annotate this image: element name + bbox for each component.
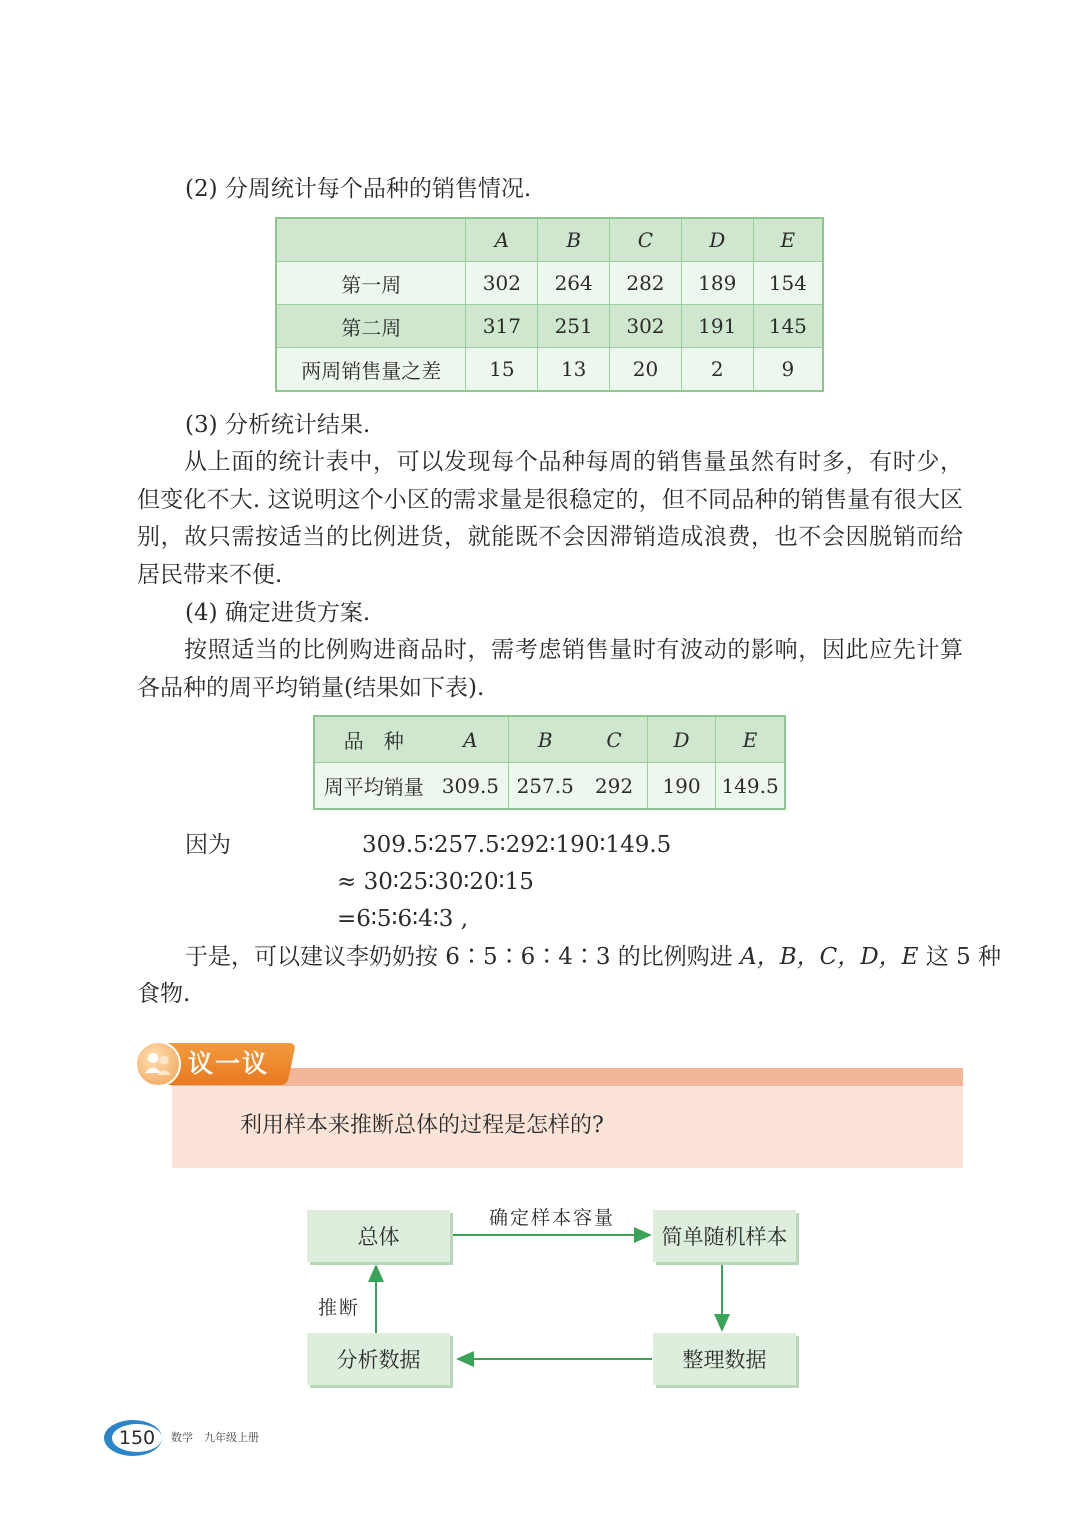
table-cell: 257.5: [509, 763, 581, 810]
page-number: 150: [112, 1424, 162, 1452]
conclusion-line: [185, 939, 1001, 976]
table-cell: 292: [581, 763, 647, 810]
table-cell: 13: [538, 348, 610, 392]
conclusion-text: 于是，可以建议李奶奶按 6∶5∶6∶4∶3 的比例购进: [185, 944, 733, 970]
row-label: 第一周: [276, 262, 466, 305]
table-cell: 189: [681, 262, 753, 305]
table-cell: 264: [538, 262, 610, 305]
ratio-line-3: =6∶5∶6∶4∶3 ,: [337, 906, 469, 932]
flow-box-organize: 整理数据: [653, 1333, 796, 1385]
row-label: 周平均销量: [314, 763, 433, 810]
table-header-cell: B: [509, 716, 581, 763]
discuss-question: 利用样本来推断总体的过程是怎样的?: [240, 1113, 604, 1138]
table-cell: 302: [610, 305, 682, 348]
discuss-header-bar: [172, 1068, 963, 1086]
table-cell: 145: [753, 305, 823, 348]
table-header-cell: E: [753, 218, 823, 262]
table-row: [276, 305, 823, 348]
table-header-cell: A: [433, 716, 509, 763]
flow-box-population: 总体: [307, 1210, 450, 1262]
table-cell: 15: [466, 348, 538, 392]
ratio-line-1: 309.5∶257.5∶292∶190∶149.5: [362, 832, 672, 858]
table-cell: 190: [647, 763, 715, 810]
table-header-cell: D: [647, 716, 715, 763]
table-cell: 2: [681, 348, 753, 392]
table-header-row: [276, 218, 823, 262]
table-row: [276, 262, 823, 305]
table-cell: 149.5: [716, 763, 785, 810]
book-title: 数学 九年级上册: [171, 1431, 259, 1444]
table-cell: 191: [681, 305, 753, 348]
people-icon: [135, 1041, 181, 1087]
table-header-cell: C: [610, 218, 682, 262]
table-cell: 9: [753, 348, 823, 392]
conclusion-line-2: 食物.: [137, 981, 191, 1007]
table-header-cell: D: [681, 218, 753, 262]
edge-label-infer: 推断: [318, 1297, 361, 1319]
weekly-average-table: [313, 715, 786, 810]
because-label: 因为: [185, 832, 231, 858]
table-cell: 317: [466, 305, 538, 348]
table-cell: 309.5: [433, 763, 509, 810]
edge-label-sample-size: 确定样本容量: [489, 1207, 616, 1229]
table-header-cell: E: [716, 716, 785, 763]
table-header-row: [314, 716, 785, 763]
section-4-paragraph: 按照适当的比例购进商品时，需考虑销售量时有波动的影响，因此应先计算各品种的周平均销量(结果如下表).: [137, 637, 963, 701]
table-header-cell: 品 种: [314, 716, 433, 763]
table-cell: 251: [538, 305, 610, 348]
conclusion-items: A，B，C，D，E: [740, 944, 919, 970]
flow-box-sample: 简单随机样本: [653, 1210, 796, 1262]
table-header-cell: C: [581, 716, 647, 763]
ratio-line-2: ≈ 30∶25∶30∶20∶15: [337, 869, 534, 895]
table-row: [276, 348, 823, 392]
weekly-sales-table: [275, 217, 824, 392]
row-label: 第二周: [276, 305, 466, 348]
table-row: [314, 763, 785, 810]
table-cell: 20: [610, 348, 682, 392]
row-label: 两周销售量之差: [276, 348, 466, 392]
section-2-title: (2) 分周统计每个品种的销售情况.: [185, 176, 532, 202]
discuss-badge-label: 议一议: [188, 1049, 270, 1078]
section-3-paragraph: 从上面的统计表中，可以发现每个品种每周的销售量虽然有时多，有时少，但变化不大. 这说明这个小区的需求量是很稳定的，但不同品种的销售量有很大区别，故只需按适当的比例进货，就能既不会因滞销造成浪费，也不会因脱销而给居民带来不便.: [137, 449, 963, 588]
table-cell: 302: [466, 262, 538, 305]
section-4-title: (4) 确定进货方案.: [185, 600, 371, 626]
table-cell: 282: [610, 262, 682, 305]
table-header-cell: B: [538, 218, 610, 262]
flow-box-analyze: 分析数据: [307, 1333, 450, 1385]
conclusion-text-end: 这 5 种: [925, 944, 1002, 970]
table-header-cell: [276, 218, 466, 262]
table-header-cell: A: [466, 218, 538, 262]
section-3-title: (3) 分析统计结果.: [185, 412, 371, 438]
table-cell: 154: [753, 262, 823, 305]
